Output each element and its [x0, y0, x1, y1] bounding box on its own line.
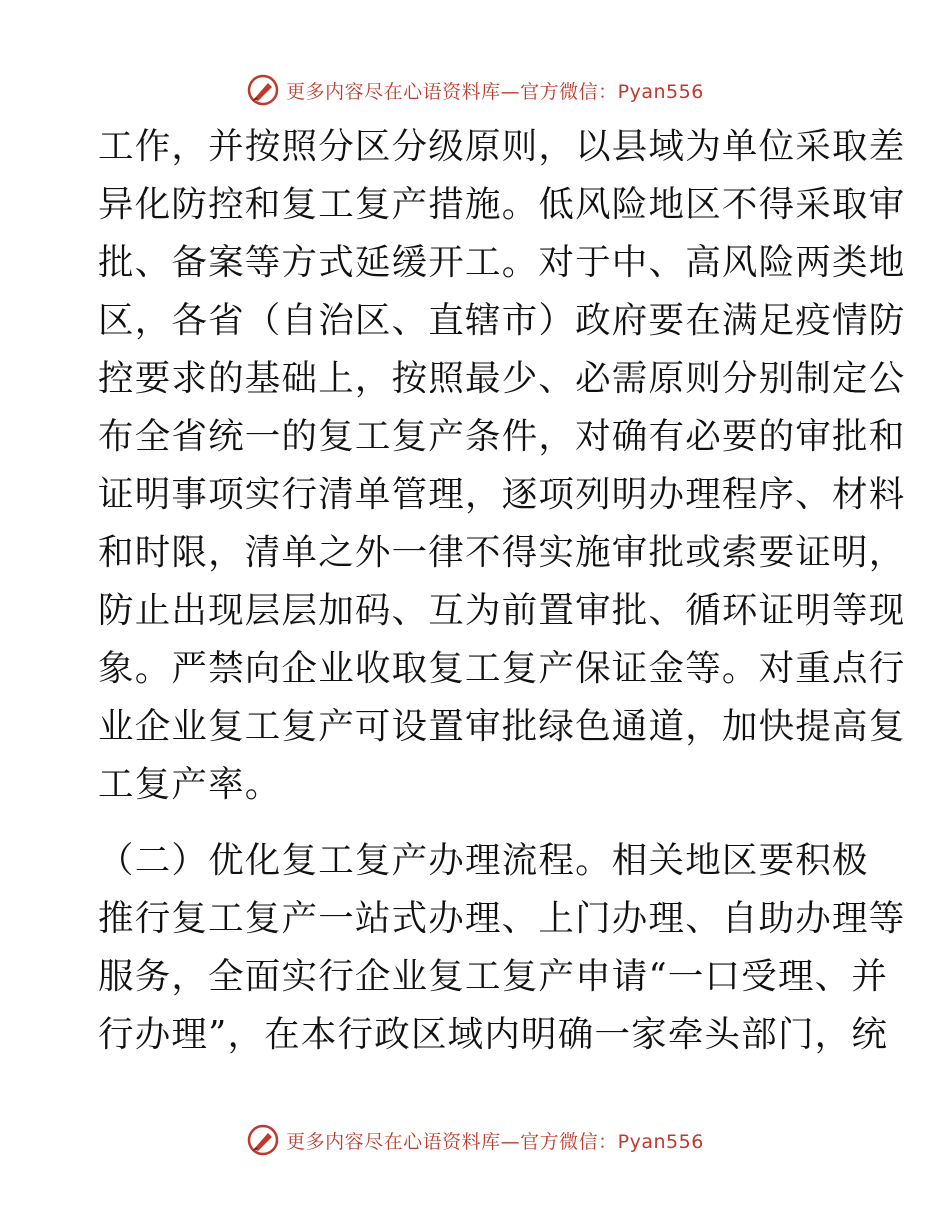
paragraph-line: 布全省统一的复工复产条件，对确有必要的审批和	[98, 416, 906, 457]
paragraph-line: 批、备案等方式延缓开工。对于中、高风险两类地	[98, 242, 906, 283]
paragraph-1	[98, 118, 906, 814]
paragraph-line: 区，各省（自治区、直辖市）政府要在满足疫情防	[98, 300, 906, 341]
footer-banner	[0, 1120, 950, 1160]
pen-nib-logo-icon	[246, 73, 280, 107]
header-banner	[0, 70, 950, 110]
pen-nib-logo-icon	[246, 1123, 280, 1157]
paragraph-line: 服务，全面实行企业复工复产申请“一口受理、并	[98, 956, 889, 997]
paragraph-line: 业企业复工复产可设置审批绿色通道，加快提高复	[98, 706, 906, 747]
paragraph-line: （二）优化复工复产办理流程。相关地区要积极	[98, 840, 869, 881]
paragraph-line: 行办理”，在本行政区域内明确一家牵头部门，统	[98, 1014, 889, 1055]
paragraph-line: 防止出现层层加码、互为前置审批、循环证明等现	[98, 590, 906, 631]
paragraph-2	[98, 832, 906, 1064]
paragraph-line: 工作，并按照分区分级原则，以县域为单位采取差	[98, 126, 906, 167]
paragraph-line: 推行复工复产一站式办理、上门办理、自助办理等	[98, 898, 906, 939]
paragraph-line: 控要求的基础上，按照最少、必需原则分别制定公	[98, 358, 906, 399]
paragraph-line: 异化防控和复工复产措施。低风险地区不得采取审	[98, 184, 906, 225]
header-banner-text: 更多内容尽在心语资料库—官方微信：Pyan556	[286, 80, 704, 103]
footer-banner-text: 更多内容尽在心语资料库—官方微信：Pyan556	[286, 1130, 704, 1153]
paragraph-line: 证明事项实行清单管理，逐项列明办理程序、材料	[98, 474, 906, 515]
paragraph-line: 和时限，清单之外一律不得实施审批或索要证明，	[98, 532, 906, 573]
paragraph-line: 象。严禁向企业收取复工复产保证金等。对重点行	[98, 648, 906, 689]
paragraph-line: 工复产率。	[98, 764, 282, 805]
